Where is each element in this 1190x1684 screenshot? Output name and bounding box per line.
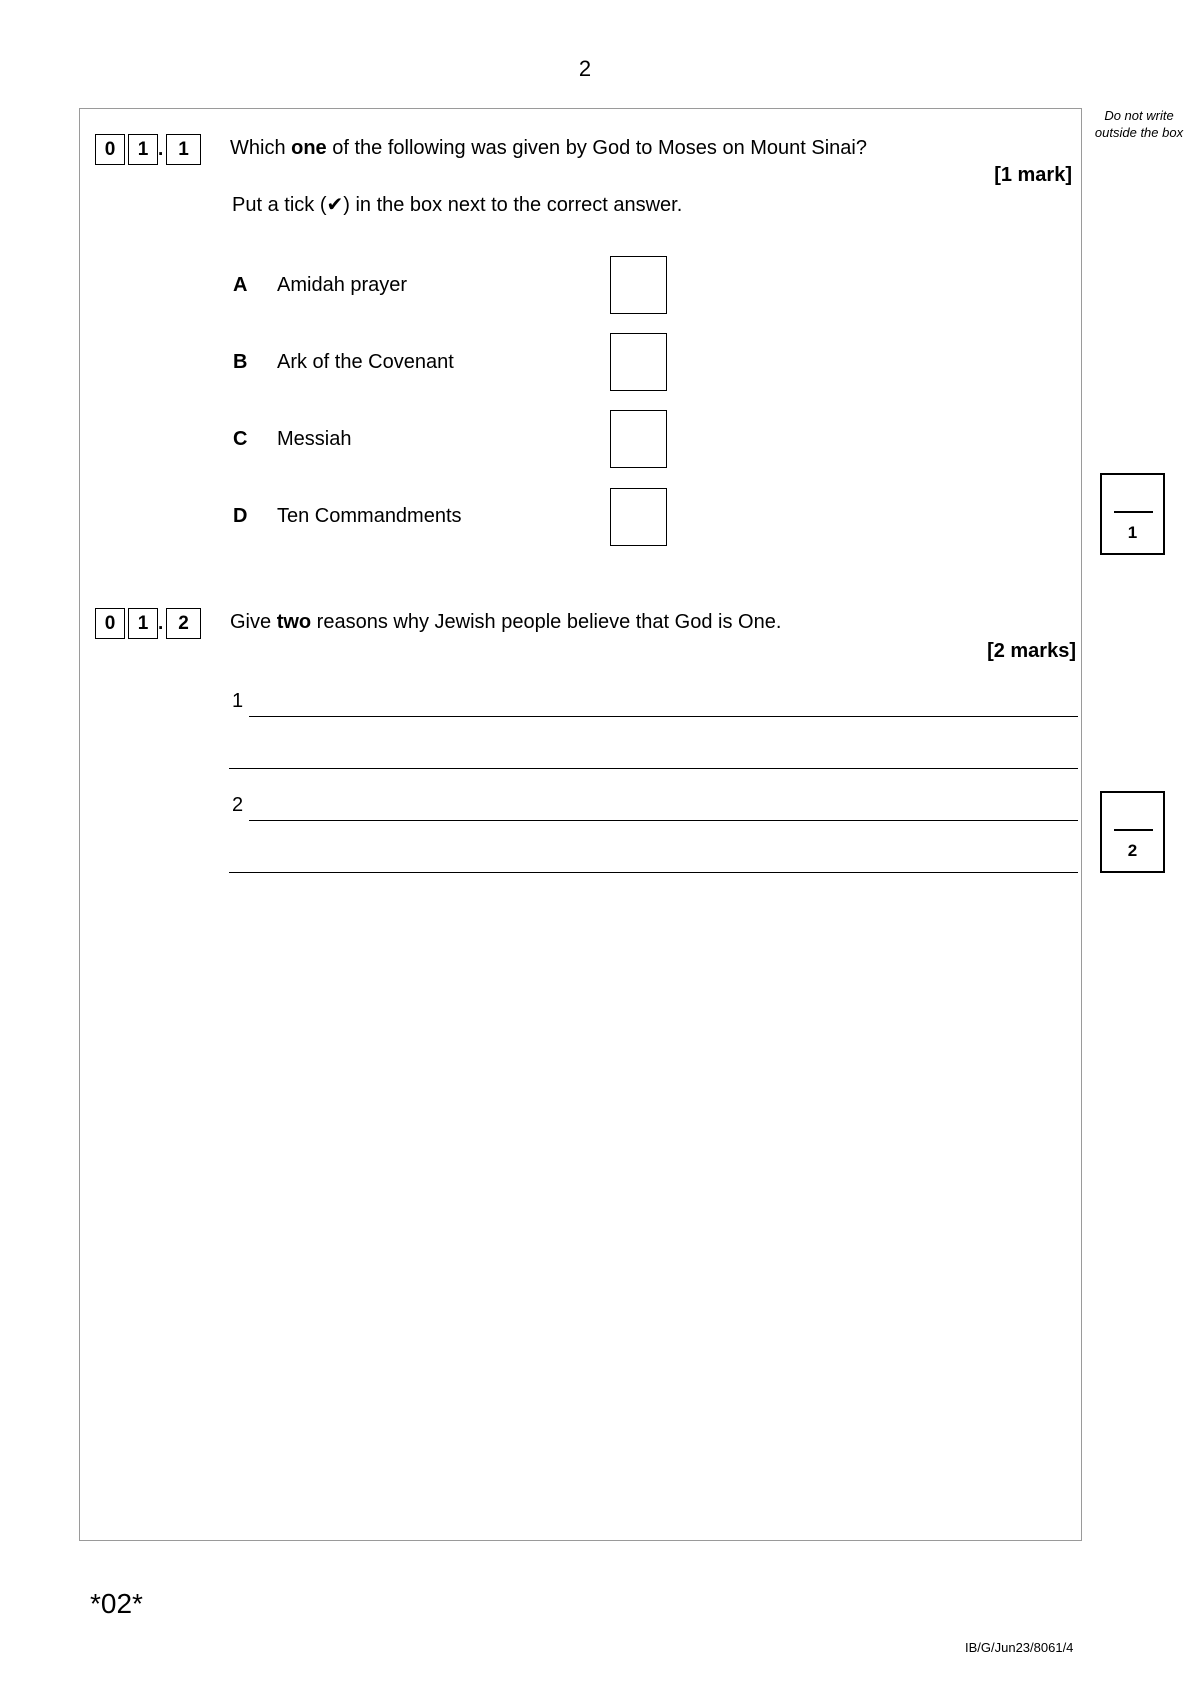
answer-frame bbox=[79, 108, 1082, 1541]
question-number-digit: 1 bbox=[128, 608, 158, 639]
answer-line-1-continued[interactable] bbox=[229, 768, 1078, 769]
question-number-01-2 bbox=[95, 608, 201, 639]
question-number-dot: . bbox=[158, 139, 164, 160]
tick-box-c[interactable] bbox=[610, 410, 667, 468]
question-text-emphasis: two bbox=[276, 611, 312, 633]
score-divider bbox=[1114, 511, 1153, 513]
question-text-emphasis: one bbox=[291, 137, 327, 159]
option-letter: C bbox=[233, 428, 248, 450]
footer-page-code: *02* bbox=[90, 1588, 143, 1619]
tick-box-d[interactable] bbox=[610, 488, 667, 546]
question-number-digit: 0 bbox=[95, 134, 125, 165]
margin-note: Do not write outside the box bbox=[1094, 108, 1184, 140]
question-number-digit: 1 bbox=[128, 134, 158, 165]
question-number-dot: . bbox=[158, 613, 164, 634]
marks-label: [2 marks] bbox=[987, 640, 1076, 662]
option-letter: A bbox=[233, 274, 248, 296]
answer-line-number: 2 bbox=[232, 794, 244, 816]
tick-box-b[interactable] bbox=[610, 333, 667, 391]
option-c bbox=[233, 428, 351, 451]
option-b bbox=[233, 351, 454, 374]
question-text-part: reasons why Jewish people believe that God is One. bbox=[311, 611, 782, 633]
question-text-part: Give bbox=[230, 611, 277, 633]
answer-line-2[interactable] bbox=[249, 820, 1078, 821]
score-total: 2 bbox=[1127, 841, 1138, 860]
answer-line-1[interactable] bbox=[249, 716, 1078, 717]
answer-line-number: 1 bbox=[232, 690, 244, 712]
score-divider bbox=[1114, 829, 1153, 831]
option-letter: D bbox=[233, 505, 248, 527]
option-d bbox=[233, 505, 462, 528]
footer-reference: IB/G/Jun23/8061/4 bbox=[965, 1640, 1074, 1655]
score-box-01-2 bbox=[1100, 791, 1165, 873]
option-label: Ark of the Covenant bbox=[277, 351, 454, 373]
option-label: Messiah bbox=[277, 428, 352, 450]
option-label: Ten Commandments bbox=[277, 505, 462, 527]
question-number-digit: 0 bbox=[95, 608, 125, 639]
page-number: 2 bbox=[578, 56, 592, 81]
question-text-01-1 bbox=[230, 137, 867, 160]
marks-label: [1 mark] bbox=[994, 164, 1072, 186]
answer-line-2-continued[interactable] bbox=[229, 872, 1078, 873]
option-letter: B bbox=[233, 351, 248, 373]
question-number-digit: 2 bbox=[166, 608, 201, 639]
question-text-part: Which bbox=[230, 137, 292, 159]
question-number-digit: 1 bbox=[166, 134, 201, 165]
score-total: 1 bbox=[1127, 523, 1138, 542]
question-text-part: of the following was given by God to Moses on Mount Sinai? bbox=[326, 137, 867, 159]
option-a bbox=[233, 274, 407, 297]
tick-box-a[interactable] bbox=[610, 256, 667, 314]
question-number-01-1 bbox=[95, 134, 201, 165]
option-label: Amidah prayer bbox=[277, 274, 408, 296]
score-box-01-1 bbox=[1100, 473, 1165, 555]
instruction-text: Put a tick (✔) in the box next to the correct answer. bbox=[232, 194, 683, 216]
question-text-01-2 bbox=[230, 611, 781, 634]
